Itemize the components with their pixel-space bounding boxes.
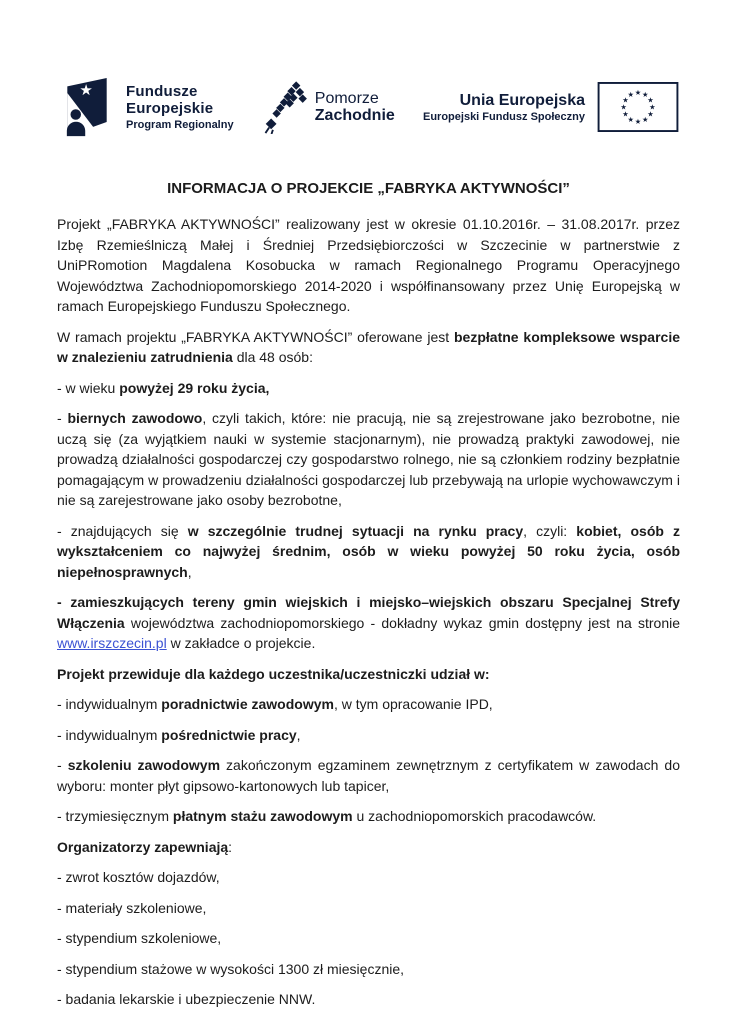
bold-text-run: kobiet, osób z wykształceniem co najwyżej średnim, osób w wieku powyżej 50 roku życia, osób niepełnosprawnych [57, 522, 681, 580]
unia-europejska-label [423, 92, 585, 123]
bullet-career-counseling [57, 694, 680, 715]
svg-text:★: ★ [641, 115, 649, 124]
svg-text:★: ★ [634, 88, 642, 98]
svg-text:★: ★ [649, 102, 656, 112]
svg-text:★: ★ [620, 102, 627, 112]
svg-text:★: ★ [647, 109, 654, 119]
text-run: - stypendium szkoleniowe, [57, 930, 222, 946]
text-run: - [57, 757, 68, 773]
text-run: - [57, 410, 68, 426]
text-run: - trzymiesięcznym [57, 808, 173, 824]
text-run: - indywidualnym [57, 726, 162, 743]
logo-pomorze-zachodnie [262, 80, 395, 134]
text-run: : [228, 838, 233, 855]
eu-flag-icon [596, 82, 680, 132]
fe-line2: Europejskie [126, 100, 214, 117]
svg-text:★: ★ [79, 81, 93, 100]
fundusze-europejskie-label [126, 83, 234, 131]
bold-text-run: biernych zawodowo [67, 410, 203, 426]
svg-text:★: ★ [647, 95, 654, 105]
fe-line1: Fundusze [126, 83, 198, 100]
text-run: - materiały szkoleniowe, [57, 899, 207, 916]
logo-strip [57, 70, 680, 144]
bold-text-run: - zamieszkujących tereny gmin wiejskich i miejsko–wiejskich obszaru Specjalnej Strefy Włączenia [57, 594, 680, 631]
bullet-job-placement [57, 725, 680, 746]
svg-text:★: ★ [627, 90, 635, 99]
text-run: , w tym opracowanie IPD, [333, 696, 493, 712]
text-run: u zachodniopomorskich pracodawców. [352, 808, 597, 824]
logo-unia-europejska [423, 82, 680, 132]
text-run: - stypendium stażowe w wysokości 1300 zł miesięcznie, [57, 960, 405, 977]
heading-organizers [57, 837, 680, 858]
bullet-training-materials [57, 898, 680, 919]
bold-text-run: w szczególnie trudnej sytuacji na rynku pracy [187, 522, 524, 539]
text-run: , czyli takich, które: nie pracują, nie są zrejestrowane jako bezrobotne, nie uczą się (za wyjątkiem nauki w systemie stacjonarnym), nie prowadzą praktyki zawodowej, nie prowadzą działalności gospodarczej czy gospodarstwo rolnego, nie są członkiem rodziny bezpłatnie pomagającym w prowadzeniu działalności gospodarczej lub przebywają na urlopie wychowawczym i nie są zarejestrowane jako osoby bezrobotne, [57, 410, 681, 508]
text-run: - indywidualnym [57, 696, 162, 712]
bullet-paid-internship [57, 806, 680, 827]
text-run: - znajdujących się [57, 522, 188, 539]
fundusze-europejskie-flag-icon [57, 73, 117, 141]
paragraph-project-overview [57, 214, 680, 317]
paragraph-support-offer [57, 327, 680, 368]
ue-line2: Europejski Fundusz Społeczny [423, 110, 585, 123]
bold-text-run: Projekt przewiduje dla każdego uczestnika/uczestniczki udział w: [57, 665, 490, 682]
svg-text:★: ★ [622, 109, 629, 119]
text-run: województwa zachodniopomorskiego - dokładny wykaz gmin dostępny jest na stronie [124, 614, 680, 631]
bullet-medical-insurance [57, 989, 680, 1010]
logo-fundusze-europejskie [57, 73, 234, 141]
irszczecin-link[interactable]: www.irszczecin.pl [57, 635, 167, 651]
document-body [57, 214, 680, 1010]
svg-text:★: ★ [627, 115, 635, 124]
heading-participation [57, 664, 680, 685]
bold-text-run: szkoleniu zawodowym [67, 757, 221, 773]
bold-text-run: poradnictwie zawodowym [161, 696, 334, 712]
text-run: Projekt „FABRYKA AKTYWNOŚCI” realizowany jest w okresie 01.10.2016r. – 31.08.2017r. przez Izbę Rzemieślniczą Małej i Średniej Przedsiębiorczości w Szczecinie w partnerstwie z UniPRomotion Magdalena Kosobucka w ramach Regionalnego Programu Operacyjnego Województwa Zachodniopomorskiego 2014-2020 i współfinansowany przez Unię Europejską w ramach Europejskiego Funduszu Społecznego. [57, 216, 680, 314]
text-run: , [296, 726, 301, 743]
text-run: , czyli: [523, 522, 577, 539]
pz-line2: Zachodnie [314, 107, 395, 124]
bullet-training-stipend [57, 928, 680, 949]
bullet-inactive-professionally [57, 408, 680, 511]
bold-text-run: Organizatorzy zapewniają [57, 838, 229, 855]
bullet-difficult-situation [57, 521, 680, 583]
bullet-internship-stipend [57, 959, 680, 980]
svg-text:★: ★ [634, 116, 642, 126]
fe-line3: Program Regionalny [126, 119, 234, 131]
bullet-age [57, 378, 680, 399]
text-run: dla 48 osób: [232, 349, 313, 365]
svg-text:★: ★ [622, 95, 629, 105]
bold-text-run: płatnym stażu zawodowym [172, 808, 353, 824]
bold-text-run: pośrednictwie pracy [161, 726, 297, 743]
text-run: W ramach projektu „FABRYKA AKTYWNOŚCI” oferowane jest [57, 328, 454, 345]
text-run: zakończonym egzaminem zewnętrznym z certyfikatem w zawodach do wyboru: monter płyt gipsowo-kartonowych lub tapicer, [57, 757, 680, 794]
document-title: INFORMACJA O PROJEKCIE „FABRYKA AKTYWNOŚCI” [167, 180, 570, 197]
text-run: w zakładce o projekcie. [166, 635, 316, 651]
bullet-vocational-training [57, 755, 680, 796]
bullet-travel-costs [57, 867, 680, 888]
text-run: - zwrot kosztów dojazdów, [57, 869, 220, 885]
bullet-residence-area [57, 592, 680, 654]
text-run: - w wieku [57, 379, 120, 396]
text-run: - badania lekarskie i ubezpieczenie NNW. [57, 991, 316, 1007]
text-run: , [187, 563, 192, 580]
pomorze-zachodnie-label [315, 90, 395, 124]
pz-line1: Pomorze [314, 90, 379, 107]
ue-line1: Unia Europejska [459, 91, 585, 109]
bold-text-run: bezpłatne kompleksowe wsparcie w znalezieniu zatrudnienia [57, 328, 680, 365]
pomorze-zachodnie-griffin-icon [262, 80, 308, 134]
svg-text:★: ★ [641, 90, 649, 99]
bold-text-run: powyżej 29 roku życia, [119, 379, 270, 396]
